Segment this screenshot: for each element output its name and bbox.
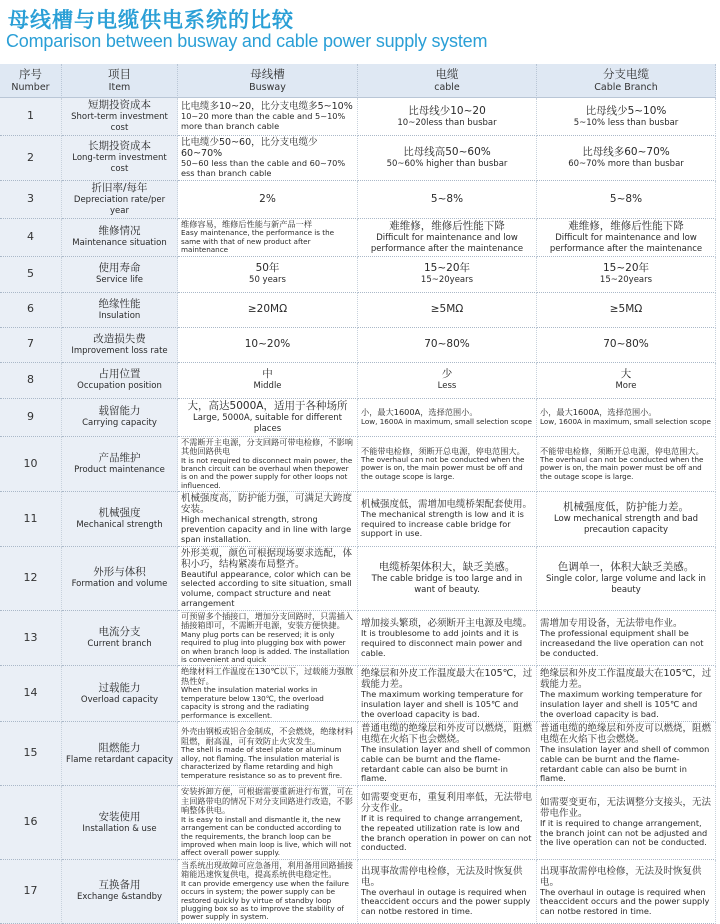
- table-row: [0, 98, 716, 136]
- cell-busway: [178, 437, 358, 493]
- branch-en: If it is required to change arrangement, the branch joint can not be adjusted and the live operation can not be conducted.: [540, 817, 708, 848]
- cell-branch: [537, 611, 716, 667]
- branch-cn: 如需要变更布，无法调整分支接头，无法带电作业。: [540, 796, 712, 819]
- cell-branch: [537, 293, 716, 328]
- row-item: [62, 136, 178, 181]
- busway-en: It is easy to install and dismantle it, the new arrangement can be conducted according to the requirements, the branch loop can be improved when main loop is live, which will not affect overall power supply.: [181, 814, 352, 858]
- branch-cn: 5~8%: [609, 192, 643, 205]
- cable-en: 15~20years: [420, 275, 474, 286]
- item-en: Overload capacity: [80, 694, 159, 705]
- item-cn: 绝缘性能: [98, 297, 141, 310]
- busway-cn: 外壳由钢板或铝合金制成，不会燃烧，绝缘材料阻燃，耐高温，可有效防止火灾发生。: [181, 726, 353, 746]
- table-row: [0, 181, 716, 219]
- branch-cn: 绝缘层和外皮工作温度最大在105℃，过载能力差。: [540, 668, 712, 691]
- table-header-row: [0, 64, 716, 98]
- row-number: 14: [0, 666, 62, 722]
- row-item: [62, 611, 178, 667]
- item-cn: 电流分支: [98, 626, 141, 639]
- cell-cable: [358, 611, 537, 667]
- busway-en: It can provide emergency use when the failure occurs in system; the power supply can be restored quickly by virtue of standby loop plugging box so as to improve the stability of power supply in system.: [181, 878, 349, 922]
- branch-en: The maximum working temperature for insulation layer and shell is 105℃ and the overload capacity is bad.: [540, 689, 703, 719]
- row-number: 2: [0, 136, 62, 181]
- branch-en: 15~20years: [599, 275, 653, 286]
- cell-branch: [537, 786, 716, 860]
- row-number: 5: [0, 257, 62, 293]
- cable-cn: 小，最大1600A，选择范围小。: [361, 407, 478, 418]
- busway-en: The shell is made of steel plate or aluminum alloy, not flaming. The insulation material is characterized by flame retarding and high temperature resistance so as to prevent fire.: [181, 745, 343, 780]
- branch-cn: 不能带电检修，须断开总电源，停电范围大。: [540, 445, 704, 456]
- item-en: Long-term investment cost: [72, 153, 167, 175]
- busway-cn: 大，高达5000A，适用于各种场所: [187, 399, 348, 412]
- item-en: Carrying capacity: [82, 418, 157, 429]
- item-cn: 互换备用: [98, 879, 141, 892]
- cell-busway: [178, 547, 358, 611]
- header-number: 序号 Number: [0, 64, 62, 98]
- cable-en: If it is required to change arrangement, the repeated utilization rate is low and the branch operation in power on can not conducted.: [361, 812, 532, 853]
- branch-en: Low mechanical strength and bad precaution capacity: [553, 514, 699, 536]
- branch-cn: 机械强度低，防护能力差。: [563, 501, 689, 514]
- page-title-en: Comparison between busway and cable power supply system: [6, 31, 488, 51]
- cable-cn: 机械强度低，需增加电缆桥架配套使用。: [361, 498, 533, 510]
- item-en: Exchange &standby: [76, 892, 163, 903]
- row-number: 11: [0, 492, 62, 546]
- item-cn: 维修情况: [98, 225, 141, 238]
- table-row: [0, 611, 716, 667]
- row-number: 8: [0, 363, 62, 399]
- busway-cn: 可预留多个插接口，增加分支回路时，只需插入插接箱即可，不需断开电源，安装方便快捷。: [181, 610, 353, 631]
- cell-branch: [537, 363, 716, 399]
- cable-cn: 比母线高50~60%: [403, 145, 491, 158]
- busway-en: It is not required to disconnect main power, the branch circuit can be overhaul when thepower is on and the power supply for other loops not influenced.: [181, 455, 353, 490]
- branch-cn: 需增加专用设备，无法带电作业。: [540, 617, 683, 629]
- branch-cn: 70~80%: [603, 338, 649, 351]
- cell-branch: [537, 666, 716, 722]
- cell-branch: [537, 437, 716, 493]
- branch-cn: 比母线多60~70%: [582, 145, 670, 158]
- busway-cn: 当系统出现故障可应急备用，利用备用回路插接箱能迅速恢复供电，提高系统供电稳定性。: [181, 859, 353, 880]
- busway-cn: 10~20%: [244, 338, 291, 351]
- row-number: 6: [0, 293, 62, 328]
- row-number: 12: [0, 547, 62, 611]
- row-number: 4: [0, 219, 62, 257]
- row-number: 17: [0, 860, 62, 924]
- cable-cn: 少: [441, 368, 453, 381]
- cable-cn: 增加接头繁琐，必须断开主电源及电缆。: [361, 617, 533, 629]
- cell-cable: [358, 257, 537, 293]
- item-cn: 载留能力: [98, 405, 141, 418]
- row-item: [62, 181, 178, 219]
- cable-en: Less: [437, 381, 457, 392]
- row-number: 3: [0, 181, 62, 219]
- page-title-cn: 母线槽与电缆供电系统的比较: [8, 8, 294, 32]
- item-cn: 阻燃能力: [98, 741, 141, 754]
- item-en: Occupation position: [77, 381, 162, 392]
- item-cn: 长期投资成本: [88, 140, 151, 153]
- item-cn: 机械强度: [98, 506, 141, 519]
- cell-cable: [358, 399, 537, 437]
- table-row: [0, 547, 716, 611]
- branch-en: Low, 1600A in maximum, small selection scope: [540, 416, 711, 426]
- busway-cn: 不需断开主电源，分支回路可带电检修，不影响其他回路供电: [181, 436, 353, 457]
- busway-cn: 外形美观，颜色可根据现场要求选配，体积小巧，结构紧凑布局整齐。: [181, 547, 353, 570]
- cell-cable: [358, 722, 537, 786]
- item-en: Maintenance situation: [72, 238, 167, 249]
- cell-busway: [178, 363, 358, 399]
- cell-busway: [178, 860, 358, 924]
- row-item: [62, 363, 178, 399]
- item-en: Mechanical strength: [76, 519, 163, 530]
- row-item: [62, 437, 178, 493]
- cell-branch: [537, 136, 716, 181]
- cable-cn: 15~20年: [423, 262, 471, 275]
- cell-busway: [178, 399, 358, 437]
- table-row: [0, 399, 716, 437]
- busway-cn: ≥20MΩ: [247, 303, 288, 316]
- item-en: Current branch: [87, 639, 152, 650]
- item-cn: 占用位置: [98, 368, 141, 381]
- cable-en: The overhaul can not be conducted when the power is on, the main power must be off and the outage scope is large.: [361, 455, 525, 481]
- item-cn: 短期投资成本: [88, 99, 151, 111]
- row-number: 10: [0, 437, 62, 493]
- cable-cn: ≥5MΩ: [430, 303, 464, 316]
- cable-cn: 如需要变更布，重复利用率低，无法带电分支作业。: [361, 791, 533, 814]
- row-number: 15: [0, 722, 62, 786]
- item-en: Short-term investment cost: [71, 112, 168, 133]
- row-item: [62, 219, 178, 257]
- branch-cn: 出现事故需停电检修，无法及时恢复供电。: [540, 865, 702, 888]
- branch-en: 5~10% less than busbar: [573, 117, 679, 128]
- row-item: [62, 786, 178, 860]
- cable-cn: 难维修，维修后性能下降: [389, 219, 505, 232]
- row-number: 9: [0, 399, 62, 437]
- cell-busway: [178, 136, 358, 181]
- busway-cn: 中: [262, 368, 273, 381]
- table-row: [0, 437, 716, 493]
- table-row: [0, 257, 716, 293]
- table-row: [0, 136, 716, 181]
- row-item: [62, 328, 178, 363]
- busway-en: When the insulation material works in temperature below 130℃, the overload capacity is strong and the radiating performance is excellent.: [181, 685, 324, 720]
- busway-en: Large, 5000A, suitable for different places: [192, 412, 343, 434]
- cable-cn: 比母线少10~20: [408, 104, 486, 117]
- cell-branch: [537, 860, 716, 924]
- cell-branch: [537, 547, 716, 611]
- item-en: Depreciation rate/per year: [73, 194, 166, 216]
- cell-cable: [358, 328, 537, 363]
- branch-cn: 小，最大1600A，选择范围小。: [540, 407, 657, 418]
- cable-cn: 不能带电检修，须断开总电源，停电范围大。: [361, 445, 525, 456]
- cell-busway: [178, 219, 358, 257]
- busway-cn: 比电缆多10~20，比分支电缆多5~10%: [181, 101, 353, 113]
- comparison-table: [0, 64, 716, 924]
- item-en: Formation and volume: [71, 579, 168, 590]
- table-row: [0, 492, 716, 546]
- row-item: [62, 98, 178, 136]
- header-cable-branch: 分支电缆 Cable Branch: [537, 64, 716, 98]
- branch-cn: 大: [620, 368, 632, 381]
- cable-cn: 出现事故需停电检修，无法及时恢复供电。: [361, 865, 523, 888]
- cell-branch: [537, 328, 716, 363]
- table-row: [0, 666, 716, 722]
- cell-cable: [358, 437, 537, 493]
- header-cable: 电缆 cable: [358, 64, 537, 98]
- cell-branch: [537, 257, 716, 293]
- row-item: [62, 860, 178, 924]
- item-en: Insulation: [98, 310, 141, 321]
- cell-cable: [358, 293, 537, 328]
- cable-en: Difficult for maintenance and low performance after the maintenance: [370, 232, 524, 254]
- cable-en: Low, 1600A in maximum, small selection scope: [361, 416, 532, 426]
- cell-branch: [537, 492, 716, 546]
- item-cn: 产品维护: [98, 451, 141, 464]
- item-en: Improvement loss rate: [71, 345, 168, 356]
- branch-cn: 比母线少5~10%: [585, 104, 667, 117]
- row-item: [62, 492, 178, 546]
- cell-busway: [178, 98, 358, 136]
- cable-en: The insulation layer and shell of common cable can be burnt and the flame-retardant cable can also be burnt in flame.: [361, 744, 531, 784]
- item-cn: 安装使用: [98, 810, 141, 823]
- branch-en: Difficult for maintenance and low performance after the maintenance: [549, 232, 703, 254]
- item-en: Flame retardant capacity: [65, 754, 173, 765]
- busway-en: 50~60 less than the cable and 60~70% ess than branch cable: [181, 158, 346, 178]
- row-item: [62, 293, 178, 328]
- busway-cn: 50年: [255, 262, 280, 275]
- header-busway: 母线槽 Busway: [178, 64, 358, 98]
- busway-en: Many plug ports can be reserved; it is only required to plug into plugging box with power on when branch loop is added. The installation is convenient and quick: [181, 629, 350, 665]
- cell-branch: [537, 219, 716, 257]
- busway-en: High mechanical strength, strong prevention capacity and in line with large span installation.: [181, 514, 352, 544]
- item-cn: 过载能力: [98, 681, 141, 694]
- busway-cn: 安装拆卸方便，可根据需要重新进行布置，可在主回路带电的情况下对分支回路进行改造，不影响整体供电。: [181, 786, 353, 816]
- cell-busway: [178, 181, 358, 219]
- table-row: [0, 328, 716, 363]
- row-item: [62, 399, 178, 437]
- row-item: [62, 666, 178, 722]
- table-row: [0, 219, 716, 257]
- cell-cable: [358, 219, 537, 257]
- cell-busway: [178, 257, 358, 293]
- cell-cable: [358, 98, 537, 136]
- cell-cable: [358, 547, 537, 611]
- cable-cn: 绝缘层和外皮工作温度最大在105℃，过载能力差。: [361, 668, 533, 691]
- busway-en: Middle: [253, 381, 282, 392]
- cell-busway: [178, 666, 358, 722]
- item-en: Installation & use: [82, 823, 157, 834]
- row-item: [62, 257, 178, 293]
- busway-cn: 维修容易，维修后性能与新产品一样: [181, 218, 313, 229]
- row-number: 16: [0, 786, 62, 860]
- cell-busway: [178, 328, 358, 363]
- cell-cable: [358, 363, 537, 399]
- row-number: 13: [0, 611, 62, 667]
- branch-en: The overhaul in outage is required when theaccident occurs and the power supply can notbe restored in time.: [540, 886, 710, 917]
- cell-cable: [358, 181, 537, 219]
- row-number: 7: [0, 328, 62, 363]
- row-item: [62, 722, 178, 786]
- item-en: Product maintenance: [74, 464, 165, 475]
- cell-branch: [537, 399, 716, 437]
- cable-en: It is troublesome to add joints and it is required to disconnect main power and cable.: [361, 627, 523, 658]
- busway-cn: 比电缆少50~60，比分支电缆少60~70%: [181, 137, 318, 159]
- item-cn: 折旧率/每年: [91, 181, 148, 194]
- cable-en: 50~60% higher than busbar: [386, 158, 508, 169]
- item-en: Service life: [95, 275, 144, 286]
- busway-cn: 机械强度高，防护能力强，可满足大跨度安装。: [181, 493, 353, 516]
- branch-cn: ≥5MΩ: [609, 303, 643, 316]
- cell-busway: [178, 492, 358, 546]
- cell-cable: [358, 786, 537, 860]
- cell-cable: [358, 860, 537, 924]
- busway-cn: 2%: [259, 192, 276, 205]
- busway-cn: 绝缘材料工作温度在130℃以下，过载能力强散热性好。: [181, 666, 354, 686]
- cell-busway: [178, 786, 358, 860]
- row-number: 1: [0, 98, 62, 136]
- cable-cn: 70~80%: [424, 338, 470, 351]
- branch-en: The insulation layer and shell of common cable can be burnt and the flame-retardant cable can also be burnt in flame.: [540, 744, 710, 784]
- cable-cn: 5~8%: [430, 192, 464, 205]
- branch-cn: 难维修，维修后性能下降: [568, 219, 684, 232]
- cell-cable: [358, 492, 537, 546]
- busway-en: Easy maintenance, the performance is the same with that of new product after maintenance: [181, 228, 335, 255]
- cable-cn: 电缆桥架体积大，缺乏美感。: [378, 560, 516, 573]
- cell-busway: [178, 611, 358, 667]
- branch-cn: 色调单一，体积大缺乏美感。: [557, 560, 695, 573]
- cable-en: The cable bridge is too large and in want of beauty.: [371, 573, 523, 595]
- table-row: [0, 293, 716, 328]
- table-row: [0, 786, 716, 860]
- item-cn: 外形与体积: [93, 566, 146, 579]
- branch-en: 60~70% more than busbar: [568, 158, 684, 169]
- branch-en: The overhaul can not be conducted when the power is on, the main power must be off and the outage scope is large.: [540, 455, 704, 481]
- busway-en: Beautiful appearance, color which can be selected according to site situation, small volume, compact structure and neat arrangement: [181, 568, 352, 608]
- table-row: [0, 363, 716, 399]
- item-cn: 改造损失费: [93, 332, 146, 345]
- cell-branch: [537, 722, 716, 786]
- cell-branch: [537, 98, 716, 136]
- cell-busway: [178, 293, 358, 328]
- cable-en: The maximum working temperature for insulation layer and shell is 105℃ and the overload capacity is bad.: [361, 689, 524, 719]
- cell-branch: [537, 181, 716, 219]
- branch-cn: 普通电缆的绝缘层和外皮可以燃烧，阻燃电缆在火焰下也会燃烧。: [540, 723, 712, 746]
- cell-busway: [178, 722, 358, 786]
- table-row: [0, 860, 716, 924]
- header-item: 项目 Item: [62, 64, 178, 98]
- busway-en: 50 years: [249, 275, 286, 286]
- cable-en: The overhaul in outage is required when theaccident occurs and the power supply can notbe restored in time.: [361, 886, 531, 917]
- branch-en: Single color, large volume and lack in beauty: [546, 573, 706, 595]
- branch-en: More: [615, 381, 637, 392]
- row-item: [62, 547, 178, 611]
- cable-en: 10~20less than busbar: [397, 117, 497, 128]
- item-cn: 使用寿命: [98, 262, 141, 275]
- cell-cable: [358, 136, 537, 181]
- table-row: [0, 722, 716, 786]
- cable-en: The mechanical strength is low and it is required to increase cable bridge for support in use.: [361, 508, 524, 539]
- cell-cable: [358, 666, 537, 722]
- cable-cn: 普通电缆的绝缘层和外皮可以燃烧，阻燃电缆在火焰下也会燃烧。: [361, 723, 533, 746]
- busway-en: 10~20 more than the cable and 5~10% more than branch cable: [181, 111, 346, 131]
- branch-cn: 15~20年: [602, 262, 650, 275]
- branch-en: The professional equipment shall be increasedand the live operation can not be conducted.: [540, 627, 704, 658]
